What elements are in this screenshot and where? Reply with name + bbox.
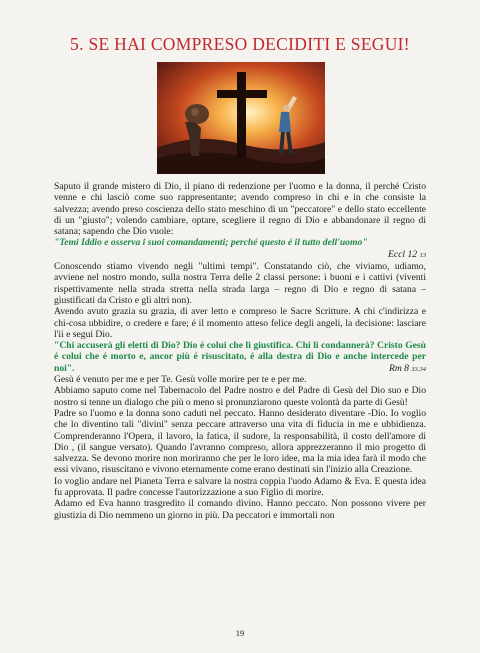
scripture-quote: "Chi accuserà gli eletti di Dio? Dio é colui che li giustifica. Chi li condannerà? Cristo Gesù é colui che é morto e, ancor più é risuscitato, é alla destra di Dio e anche intercede per noi".	[54, 340, 426, 374]
paragraph: Saputo il grande mistero di Dio, il piano di redenzione per l'uomo e la donna, il perché Cristo venne e chi lasciò come suo rappresentante; avendo compreso in chi e in che consiste la salvezza; avendo preso coscienza dello stato meschino di un "peccatore" e dello stato eccellente di un "giusto"; volendo cambiare, optare, scegliere il regno di Dio e abbandonare il regno di satana; sapendo che Dio vuole:	[54, 181, 426, 238]
body-text	[54, 181, 426, 521]
scripture-reference: Eccl 12 13	[388, 248, 426, 260]
page-title: 5. SE HAI COMPRESO DECIDITI E SEGUI!	[70, 34, 410, 54]
paragraph: Gesù é venuto per me e per Te. Gesù volle morire per te e per me.	[54, 374, 307, 386]
scripture-quote-block	[54, 340, 426, 374]
scripture-reference: Rm 8 33.34	[388, 362, 426, 374]
page-number: 19	[235, 628, 245, 638]
paragraph: Abbiamo saputo come nel Tabernacolo del Padre nostro e del Padre di Gesù del Dio suo e Dio nostro si tenne un dialogo che più o meno si pronunziarono queste volontà da parte di Gesù!	[54, 385, 426, 408]
cross-illustration	[157, 62, 325, 174]
scripture-quote: "Temi Iddio e osserva i suoi comandamenti; perché questo é il tutto dell'uomo"	[54, 237, 368, 249]
paragraph: Avendo avuto grazia su grazia, di aver letto e compreso le Sacre Scritture. A chi c'indirizza e chi-cosa ubbidire, o credere e fare; é il momento atteso felice degli angeli, la decisione: lasciare l'ii e segui Dio.	[54, 306, 426, 340]
paragraph: Adamo ed Eva hanno trasgredito il comando divino. Hanno peccato. Non possono vivere per giustizia di Dio nemmeno un giorno in più. Da peccatori e immortali non	[54, 498, 426, 521]
paragraph: Conoscendo stiamo vivendo negli "ultimi tempi". Constatando ciò, che viviamo, udiamo, avviene nel nostro mondo, sulla nostra Terra delle 2 classi persone: i buoni e i cattivi (viventi rispettivamente nella strada stretta nella strada larga – regno di Dio e regno di satana – giustificati da Cristo e gli altri non).	[54, 261, 426, 306]
paragraph: Io voglio andare nel Pianeta Terra e salvare la nostra coppia l'uodo Adamo & Eva. E questa idea fu approvata. Il padre concesse l'autorizzazione a suo Figlio di morire.	[54, 475, 426, 499]
paragraph: Padre so l'uomo e la donna sono caduti nel peccato. Hanno desiderato diventare -Dio. Io voglio che lo diventino tali "divini" senza peccare attraverso una vita di fiducia in me e ubbidienza. Comprenderanno l'Opera, il lavoro, la fatica, il sudore, la responsabilità, il costo dell'amore di Dio , (il sangue versato). Quando l'avranno compreso, allora apprezzeranno il mio progetto di salvezza. Se devono morire non moriranno che per le loro idee, ma la mia idea farà il modo che essi vivano, risuscitano e vivono eternamente come erano destinati sin l'inizio alla Creazione.	[54, 407, 426, 476]
